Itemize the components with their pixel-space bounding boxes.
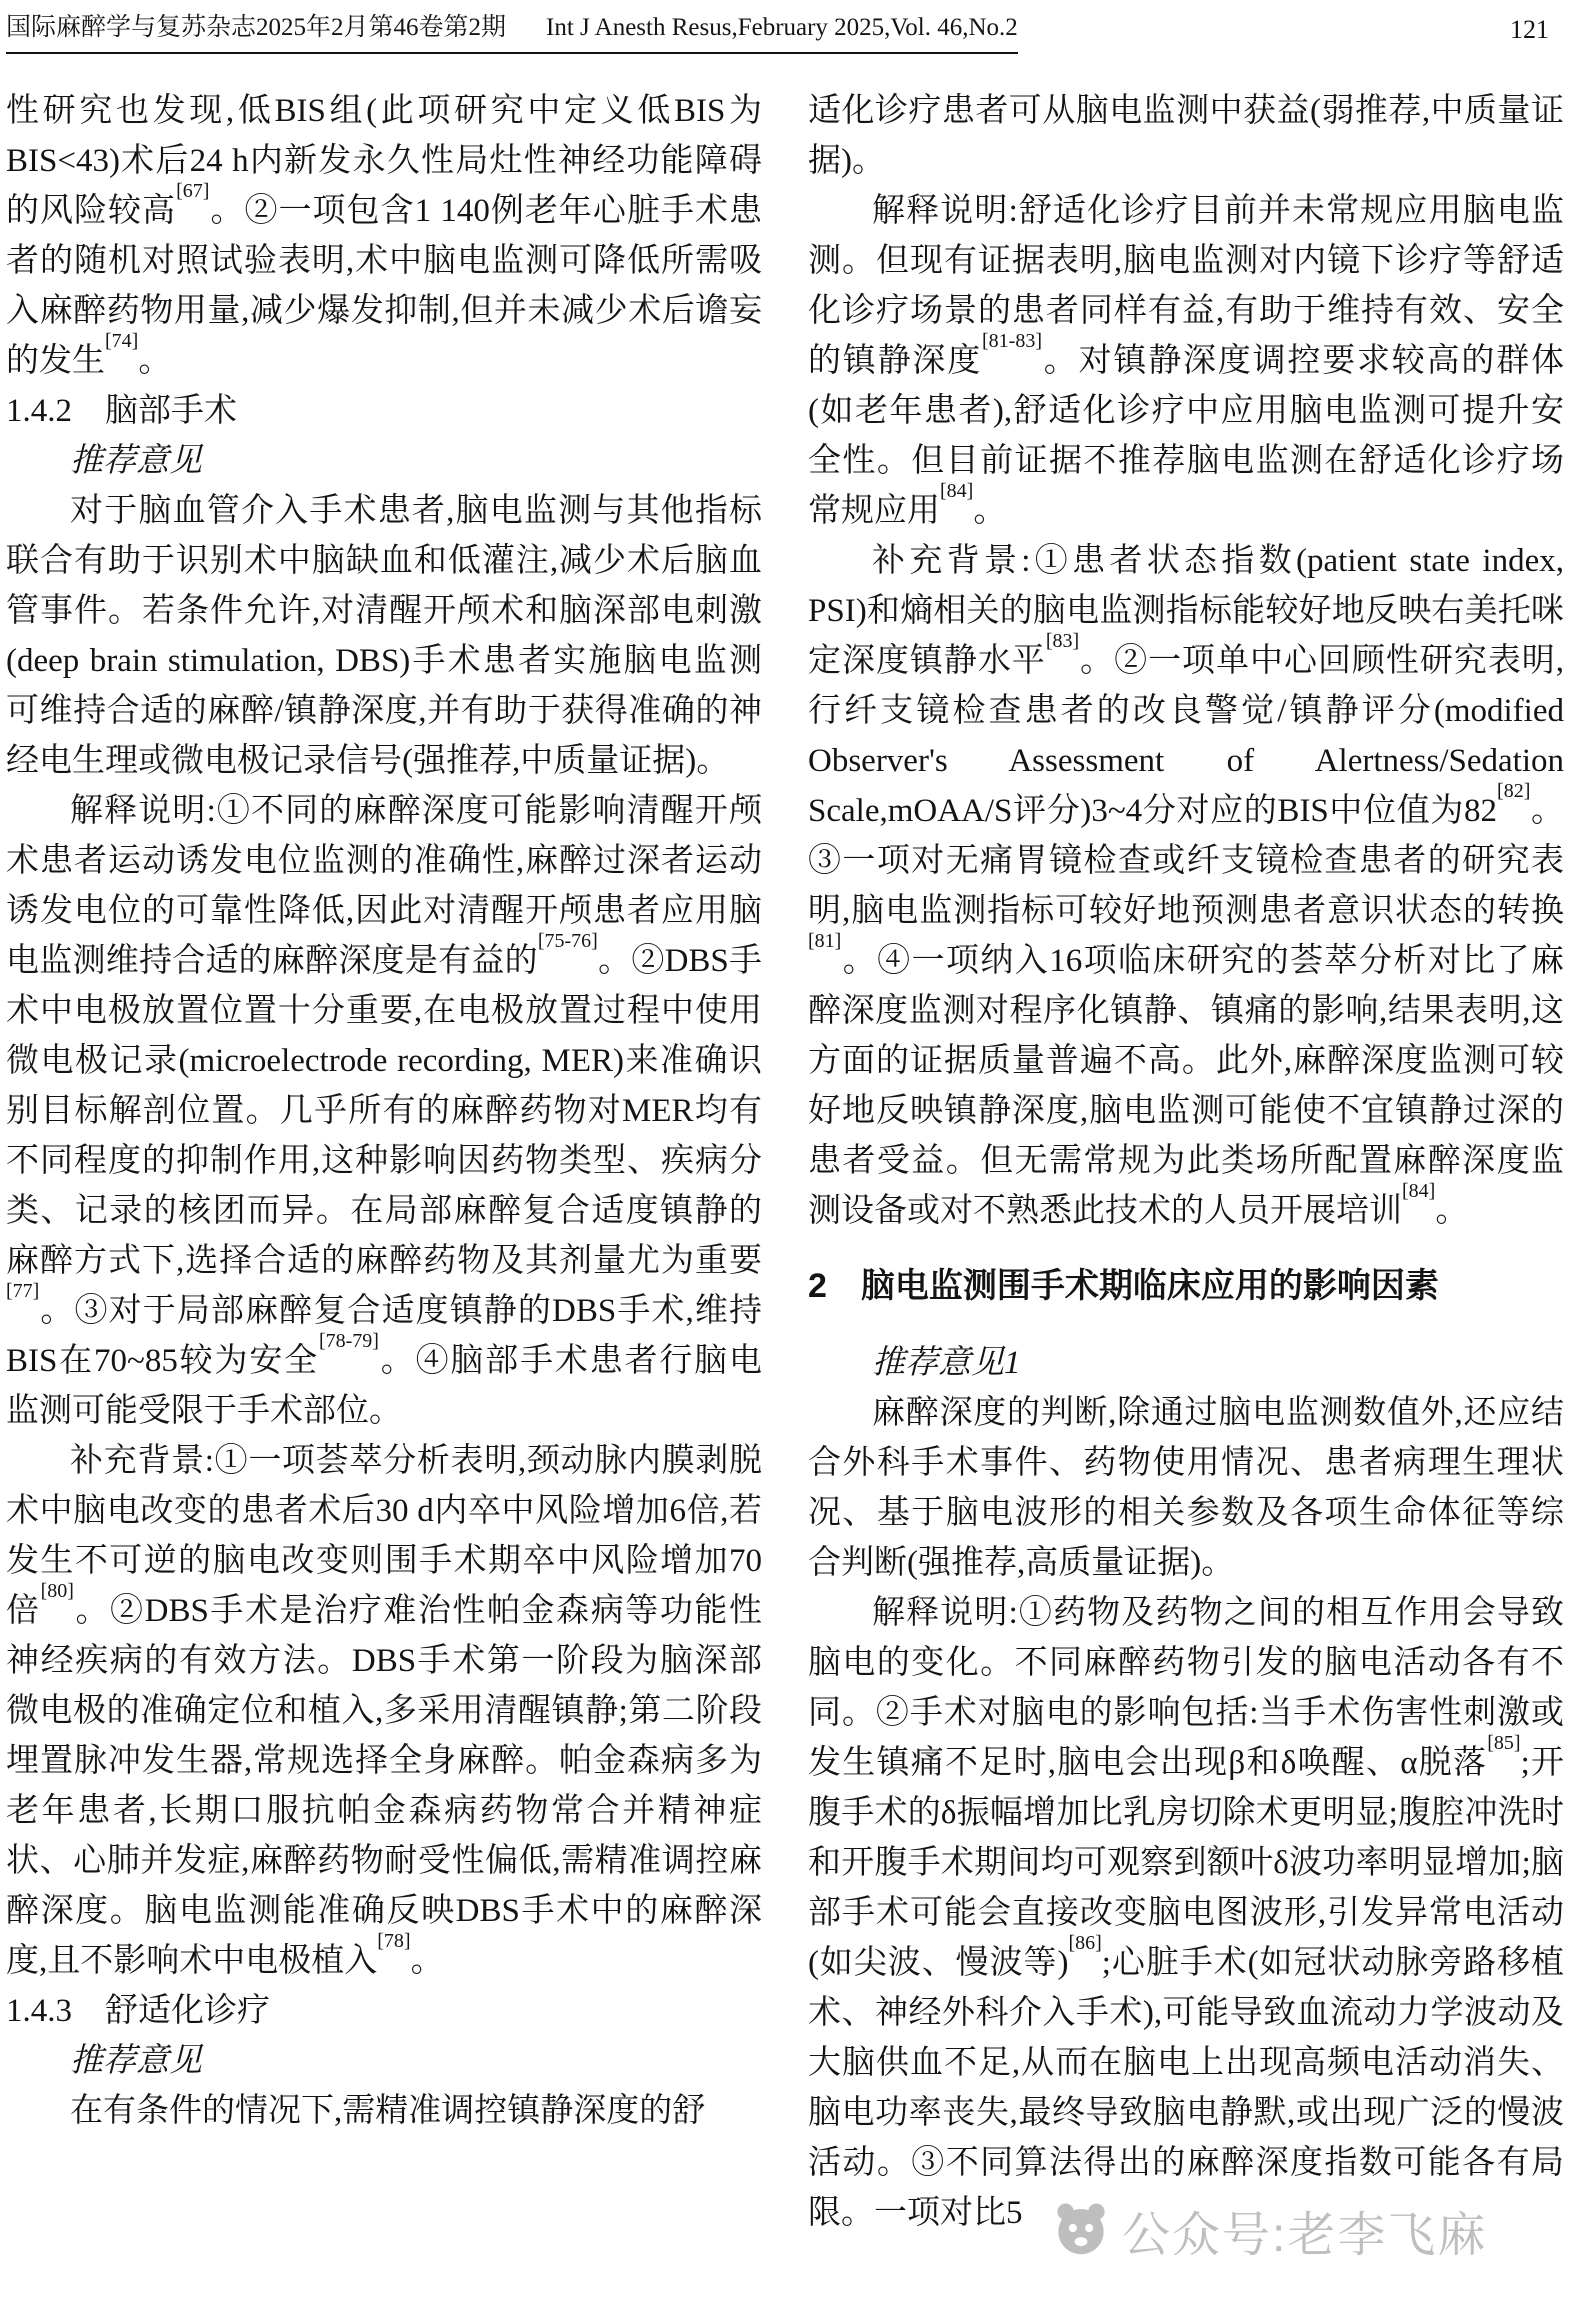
body-paragraph bbox=[6, 1436, 762, 1986]
text-run: ;开腹手术的δ振幅增加比乳房切除术更明显;腹腔冲洗时和开腹手术期间均可观察到额叶δ波功率明显增加;脑部手术可能会直接改变脑电图波形,引发异常电活动(如尖波、慢波等) bbox=[808, 1745, 1564, 1981]
text-run: 解释说明:①不同的麻醉深度可能影响清醒开颅术患者运动诱发电位监测的准确性,麻醉过深者运动诱发电位的可靠性降低,因此对清醒开颅患者应用脑电监测维持合适的麻醉深度是有益的 bbox=[6, 793, 762, 979]
body-paragraph bbox=[808, 536, 1564, 1236]
body-paragraph bbox=[6, 786, 762, 1436]
text-run: 。③对于局部麻醉复合适度镇静的DBS手术,维持BIS在70~85较为安全 bbox=[6, 1293, 762, 1379]
body-paragraph bbox=[808, 1588, 1564, 2238]
body-paragraph bbox=[808, 1388, 1564, 1588]
content-columns bbox=[6, 86, 1564, 2238]
page-number: 121 bbox=[1510, 15, 1549, 44]
reference-superscript: [74] bbox=[105, 330, 139, 352]
text-run: 。 bbox=[410, 1943, 444, 1979]
reference-superscript: [67] bbox=[176, 180, 210, 202]
text-run: 。 bbox=[138, 343, 172, 379]
reference-superscript: [81-83] bbox=[982, 330, 1042, 352]
text-run: 解释说明:①药物及药物之间的相互作用会导致脑电的变化。不同麻醉药物引发的脑电活动各有不同。②手术对脑电的影响包括:当手术伤害性刺激或发生镇痛不足时,脑电会出现β和δ唤醒、α脱落 bbox=[808, 1595, 1564, 1781]
recommendation-label: 推荐意见 bbox=[70, 2043, 202, 2079]
reference-superscript: [77] bbox=[6, 1280, 40, 1302]
reference-superscript: [78] bbox=[377, 1930, 411, 1952]
reference-superscript: [80] bbox=[40, 1580, 74, 1602]
subsection-heading: 1.4.2 脑部手术 bbox=[6, 393, 237, 429]
body-paragraph bbox=[6, 486, 762, 786]
column-right bbox=[808, 86, 1564, 2238]
reference-superscript: [85] bbox=[1487, 1732, 1521, 1754]
journal-title-en: Int J Anesth Resus,February 2025,Vol. 46,No.2 bbox=[546, 14, 1018, 41]
body-paragraph bbox=[6, 86, 762, 386]
text-run: 。③一项对无痛胃镜检查或纤支镜检查患者的研究表明,脑电监测指标可较好地预测患者意识状态的转换 bbox=[808, 793, 1565, 929]
text-run: 解释说明:舒适化诊疗目前并未常规应用脑电监测。但现有证据表明,脑电监测对内镜下诊疗等舒适化诊疗场景的患者同样有益,有助于维持有效、安全的镇静深度 bbox=[808, 193, 1564, 379]
section-heading: 2 脑电监测围手术期临床应用的影响因素 bbox=[808, 1267, 1439, 1305]
body-paragraph bbox=[808, 86, 1564, 186]
text-run: 。④一项纳入16项临床研究的荟萃分析对比了麻醉深度监测对程序化镇静、镇痛的影响,结果表明,这方面的证据质量普遍不高。此外,麻醉深度监测可较好地反映镇静深度,脑电监测可能使不宜镇静过深的患者受益。但无需常规为此类场所配置麻醉深度监测设备或对不熟悉此技术的人员开展培训 bbox=[808, 943, 1564, 1229]
text-run: 。④脑部手术患者行脑电监测可能受限于手术部位。 bbox=[6, 1343, 762, 1429]
reference-superscript: [75-76] bbox=[537, 930, 598, 952]
reference-superscript: [82] bbox=[1497, 780, 1531, 802]
body-paragraph bbox=[6, 2086, 762, 2136]
reference-superscript: [81] bbox=[808, 930, 842, 952]
subsection-heading: 1.4.3 舒适化诊疗 bbox=[6, 1993, 270, 2029]
text-run: 。 bbox=[1435, 1193, 1469, 1229]
reference-superscript: [86] bbox=[1068, 1932, 1102, 1954]
text-run: 。②一项单中心回顾性研究表明,行纤支镜检查患者的改良警觉/镇静评分(modified Observer's Assessment of Alertness/Sedation Scale,mOAA/S评分)3~4分对应的BIS中位值为82 bbox=[808, 643, 1565, 829]
text-run: 对于脑血管介入手术患者,脑电监测与其他指标联合有助于识别术中脑缺血和低灌注,减少术后脑血管事件。若条件允许,对清醒开颅术和脑深部电刺激(deep brain stimulation, DBS)手术患者实施脑电监测可维持合适的麻醉/镇静深度,并有助于获得准确的神经电生理或微电极记录信号(强推荐,中质量证据)。 bbox=[6, 493, 762, 779]
text-run: 。 bbox=[973, 493, 1007, 529]
reference-superscript: [84] bbox=[940, 480, 974, 502]
text-run: 性研究也发现,低BIS组(此项研究中定义低BIS为BIS<43)术后24 h内新发永久性局灶性神经功能障碍的风险较高 bbox=[6, 93, 762, 229]
reference-superscript: [83] bbox=[1045, 630, 1080, 652]
text-run: 麻醉深度的判断,除通过脑电监测数值外,还应结合外科手术事件、药物使用情况、患者病理生理状况、基于脑电波形的相关参数及各项生命体征等综合判断(强推荐,高质量证据)。 bbox=[808, 1395, 1564, 1581]
recommendation-label: 推荐意见 bbox=[70, 443, 202, 479]
text-run: 。对镇静深度调控要求较高的群体(如老年患者),舒适化诊疗中应用脑电监测可提升安全性。但目前证据不推荐脑电监测在舒适化诊疗场常规应用 bbox=[808, 343, 1565, 529]
text-run: 。②DBS手术是治疗难治性帕金森病等功能性神经疾病的有效方法。DBS手术第一阶段为脑深部微电极的准确定位和植入,多采用清醒镇静;第二阶段埋置脉冲发生器,常规选择全身麻醉。帕金森病多为老年患者,长期口服抗帕金森病药物常合并精神症状、心肺并发症,麻醉药物耐受性偏低,需精准调控麻醉深度。脑电监测能准确反映DBS手术中的麻醉深度,且不影响术中电极植入 bbox=[6, 1593, 762, 1979]
text-run: ;心脏手术(如冠状动脉旁路移植术、神经外科介入手术),可能导致血流动力学波动及大脑供血不足,从而在脑电上出现高频电活动消失、脑电功率丧失,最终导致脑电静默,或出现广泛的慢波活动。③不同算法得出的麻醉深度指数可能各有局限。一项对比5 bbox=[808, 1945, 1564, 2231]
page-header bbox=[6, 12, 1557, 54]
text-run: 补充背景:①患者状态指数(patient state index, PSI)和熵相关的脑电监测指标能较好地反映右美托咪定深度镇静水平 bbox=[808, 543, 1564, 679]
reference-superscript: [84] bbox=[1402, 1180, 1436, 1202]
journal-title-cn: 国际麻醉学与复苏杂志2025年2月第46卷第2期 bbox=[6, 14, 507, 41]
column-left bbox=[6, 86, 762, 2238]
reference-superscript: [78-79] bbox=[318, 1330, 379, 1352]
text-run: 。②一项包含1 140例老年心脏手术患者的随机对照试验表明,术中脑电监测可降低所需吸入麻醉药物用量,减少爆发抑制,但并未减少术后谵妄的发生 bbox=[6, 193, 763, 379]
text-run: 。②DBS手术中电极放置位置十分重要,在电极放置过程中使用微电极记录(microelectrode recording, MER)来准确识别目标解剖位置。几乎所有的麻醉药物对MER均有不同程度的抑制作用,这种影响因药物类型、疾病分类、记录的核团而异。在局部麻醉复合适度镇静的麻醉方式下,选择合适的麻醉药物及其剂量尤为重要 bbox=[6, 943, 763, 1279]
recommendation-label: 推荐意见1 bbox=[872, 1345, 1021, 1381]
text-run: 在有条件的情况下,需精准调控镇静深度的舒 bbox=[70, 2093, 706, 2129]
text-run: 补充背景:①一项荟萃分析表明,颈动脉内膜剥脱术中脑电改变的患者术后30 d内卒中风险增加6倍,若发生不可逆的脑电改变则围手术期卒中风险增加70倍 bbox=[6, 1443, 762, 1629]
body-paragraph bbox=[808, 186, 1564, 536]
journal-line bbox=[6, 12, 1018, 54]
watermark-text: 公众号:老李飞麻 bbox=[1122, 2209, 1488, 2262]
text-run: 适化诊疗患者可从脑电监测中获益(弱推荐,中质量证据)。 bbox=[808, 93, 1564, 179]
